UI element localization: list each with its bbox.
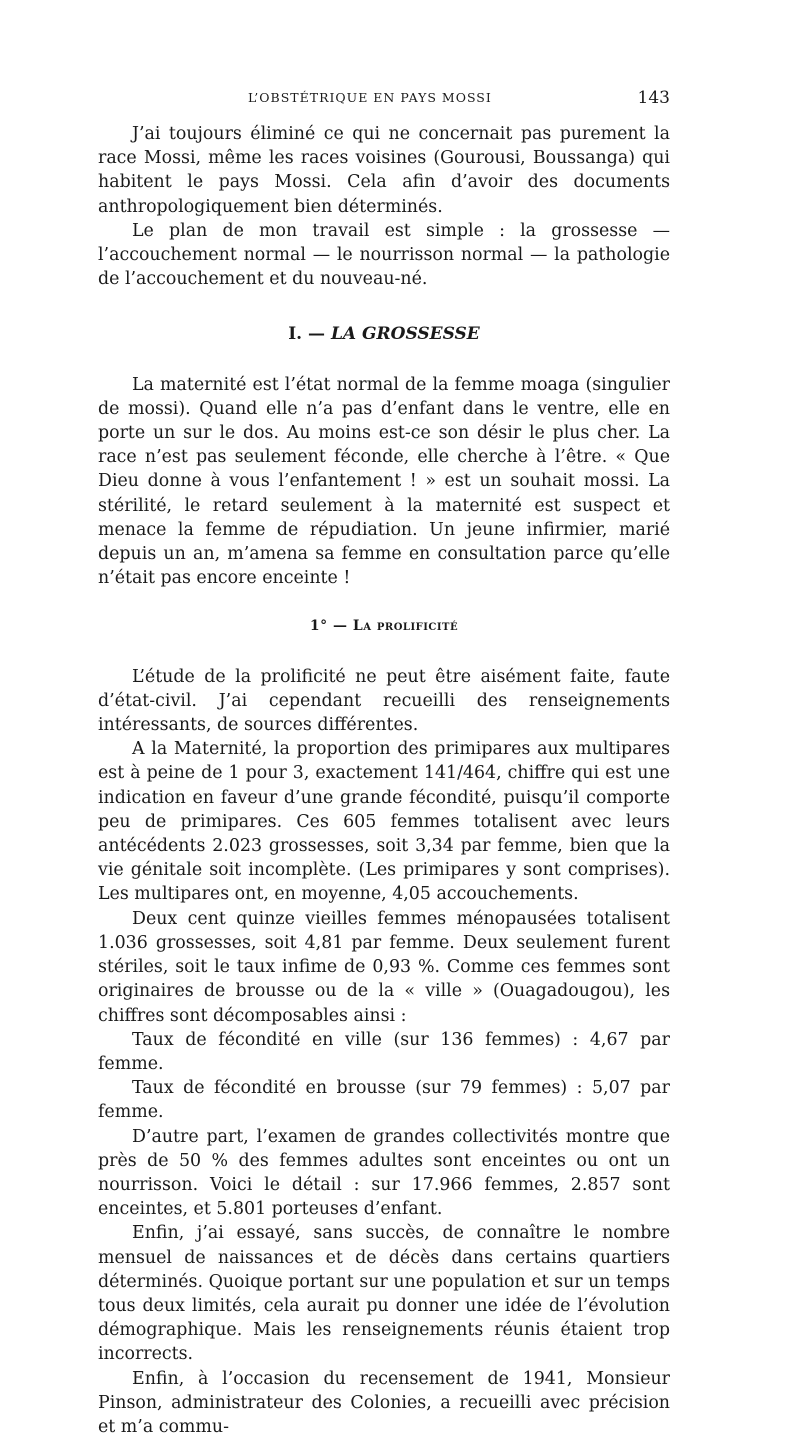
subsection-title: La prolificité xyxy=(352,618,459,635)
page-header xyxy=(98,90,670,112)
page-body xyxy=(98,122,670,1439)
subsection-paragraph: Deux cent quinze vieilles femmes ménopausées totalisent 1.036 grossesses, soit 4,81 par femme. Deux seulement furent stériles, soit le taux infime de 0,93 %. Comme ces femmes sont originaires de brousse ou de la « ville » (Ouagadougou), les chiffres sont décomposables ainsi : xyxy=(98,908,670,1026)
intro-paragraph: Le plan de mon travail est simple : la grossesse — l’accouchement normal — le nourrisson normal — la pathologie de l’accouchement et du nouveau-né. xyxy=(98,220,670,290)
subsection-heading xyxy=(98,614,670,638)
section-number: I. — xyxy=(288,324,326,345)
fertility-rate-city: Taux de fécondité en ville (sur 136 femmes) : 4,67 par femme. xyxy=(98,1029,670,1074)
subsection-paragraph: Enfin, à l’occasion du recensement de 1941, Monsieur Pinson, administrateur des Colonies, a recueilli avec précision et m’a commu- xyxy=(98,1368,670,1437)
subsection-paragraph: L’étude de la prolificité ne peut être aisément faite, faute d’état-civil. J’ai cependant recueilli des renseignements intéressants, de sources différentes. xyxy=(98,666,670,736)
page-number: 143 xyxy=(637,88,670,108)
section-title: LA GROSSESSE xyxy=(330,324,480,345)
subsection-paragraph: D’autre part, l’examen de grandes collectivités montre que près de 50 % des femmes adultes sont enceintes ou ont un nourrisson. Voici le détail : sur 17.966 femmes, 2.857 sont enceintes, et 5.801 porteuses d’enfant. xyxy=(98,1126,670,1220)
section-heading xyxy=(98,322,670,346)
subsection-paragraph: A la Maternité, la proportion des primipares aux multipares est à peine de 1 pour 3, exactement 141/464, chiffre qui est une indication en faveur d’une grande fécondité, puisqu’il comporte peu de primipares. Ces 605 femmes totalisent avec leurs antécédents 2.023 grossesses, soit 3,34 par femme, bien que la vie génitale soit incomplète. (Les primipares y sont comprises). Les multipares ont, en moyenne, 4,05 accouchements. xyxy=(98,739,670,905)
fertility-rate-bush: Taux de fécondité en brousse (sur 79 femmes) : 5,07 par femme. xyxy=(98,1078,670,1123)
running-title: L’OBSTÉTRIQUE EN PAYS MOSSI xyxy=(248,90,492,105)
intro-paragraph: J’ai toujours éliminé ce qui ne concernait pas purement la race Mossi, même les races voisines (Gourousi, Boussanga) qui habitent le pays Mossi. Cela afin d’avoir des documents anthropologiquement bien déterminés. xyxy=(98,124,670,217)
subsection-number: 1° — xyxy=(309,618,348,635)
subsection-paragraph: Enfin, j’ai essayé, sans succès, de connaître le nombre mensuel de naissances et de décès dans certains quartiers déterminés. Quoique portant sur une population et sur un temps tous deux limités, cela aurait pu donner une idée de l’évolution démographique. Mais les renseignements réunis étaient trop incorrects. xyxy=(98,1223,670,1365)
section-paragraph: La maternité est l’état normal de la femme moaga (singulier de mossi). Quand elle n’a pas d’enfant dans le ventre, elle en porte un sur le dos. Au moins est-ce son désir le plus cher. La race n’est pas seulement féconde, elle cherche à l’être. « Que Dieu donne à vous l’enfantement ! » est un souhait mossi. La stérilité, le retard seulement à la maternité est suspect et menace la femme de répudiation. Un jeune infirmier, marié depuis un an, m’amena sa femme en consultation parce qu’elle n’était pas encore enceinte ! xyxy=(98,374,670,589)
